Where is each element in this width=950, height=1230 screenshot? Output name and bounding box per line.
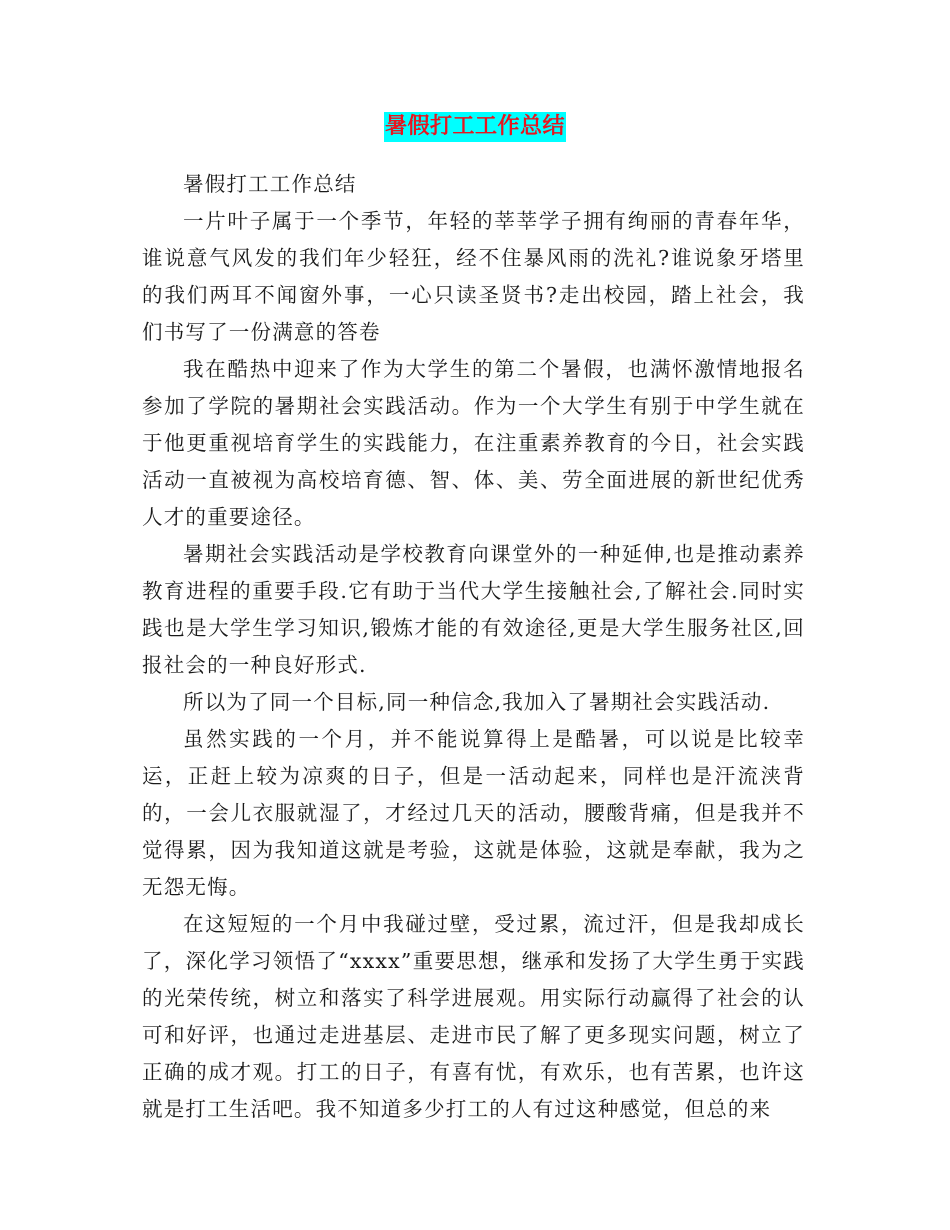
paragraph: 暑期社会实践活动是学校教育向课堂外的一种延伸,也是推动素养教育进程的重要手段.它有助于当代大学生接触社会,了解社会.同时实践也是大学生学习知识,锻炼才能的有效途径,更是大学生服务社区,回报社会的一种良好形式.: [142, 542, 805, 677]
paragraph: 在这短短的一个月中我碰过壁，受过累，流过汗，但是我却成长了，深化学习领悟了“xxxx”重要思想，继承和发扬了大学生勇于实践的光荣传统，树立和落实了科学进展观。用实际行动赢得了社会的认可和好评，也通过走进基层、走进市民了解了更多现实问题，树立了正确的成才观。打工的日子，有喜有忧，有欢乐，也有苦累，也许这就是打工生活吧。我不知道多少打工的人有过这种感觉，但总的来: [142, 912, 805, 1121]
document-title: 暑假打工工作总结: [384, 112, 566, 142]
paragraph: 所以为了同一个目标,同一种信念,我加入了暑期社会实践活动.: [183, 690, 771, 714]
title-container: [0, 112, 950, 142]
paragraph: 一片叶子属于一个季节，年轻的莘莘学子拥有绚丽的青春年华，谁说意气风发的我们年少轻狂，经不住暴风雨的洗礼?谁说象牙塔里的我们两耳不闻窗外事，一心只读圣贤书?走出校园，踏上社会，我们书写了一份满意的答卷: [142, 209, 805, 344]
document-body: [142, 166, 805, 1128]
paragraph: 我在酷热中迎来了作为大学生的第二个暑假，也满怀激情地报名参加了学院的暑期社会实践活动。作为一个大学生有别于中学生就在于他更重视培育学生的实践能力，在注重素养教育的今日，社会实践活动一直被视为高校培育德、智、体、美、劳全面进展的新世纪优秀人才的重要途径。: [142, 357, 805, 529]
paragraph-subtitle: 暑假打工工作总结: [183, 172, 357, 196]
paragraph: 虽然实践的一个月，并不能说算得上是酷暑，可以说是比较幸运，正赶上较为凉爽的日子，但是一活动起来，同样也是汗流浃背的，一会儿衣服就湿了，才经过几天的活动，腰酸背痛，但是我并不觉得累，因为我知道这就是考验，这就是体验，这就是奉献，我为之无怨无悔。: [142, 727, 805, 899]
